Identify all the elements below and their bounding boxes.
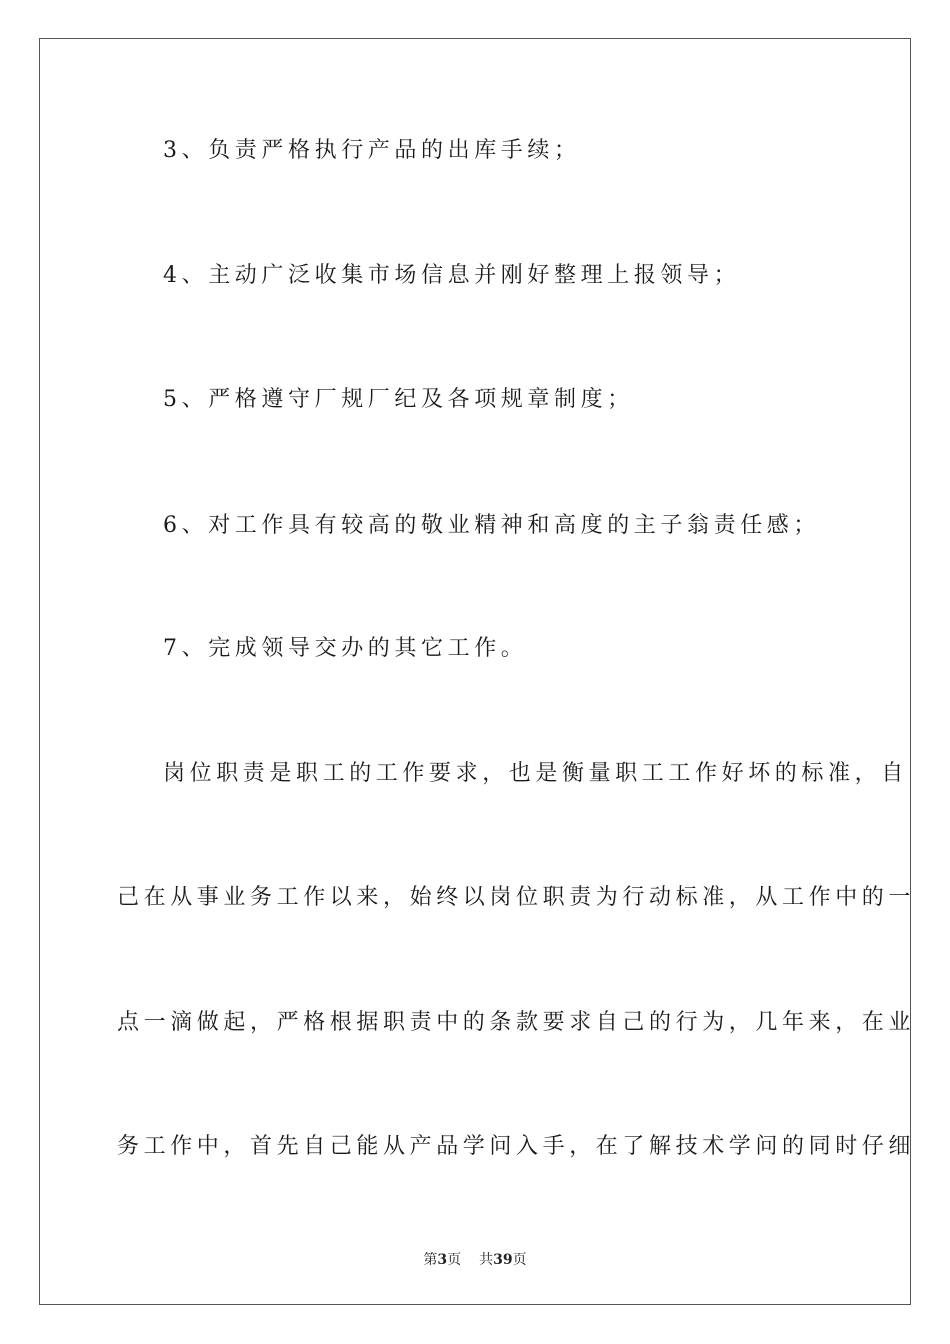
list-item-5: 5、严格遵守厂规厂纪及各项规章制度； [163,387,634,412]
list-item-3: 3、负责严格执行产品的出库手续； [163,138,581,163]
list-item-4: 4、主动广泛收集市场信息并刚好整理上报领导； [163,263,741,288]
page-border [39,38,911,1305]
list-item-7: 7、完成领导交办的其它工作。 [163,636,528,661]
paragraph-line-4: 务工作中，首先自己能从产品学问入手，在了解技术学问的同时仔细 [117,1134,916,1159]
footer-total-prefix: 共 [479,1252,494,1268]
footer-total-suffix: 页 [512,1252,527,1268]
footer-page-current: 3 [437,1252,448,1268]
paragraph-line-3: 点一滴做起，严格根据职责中的条款要求自己的行为，几年来，在业 [117,1010,916,1035]
paragraph-line-2: 己在从事业务工作以来，始终以岗位职责为行动标准，从工作中的一 [117,885,916,910]
footer-page-prefix: 第 [423,1252,438,1268]
footer-page-total: 39 [493,1252,513,1268]
page-footer [0,1249,950,1269]
paragraph-line-1: 岗位职责是职工的工作要求，也是衡量职工工作好坏的标准，自 [163,761,908,786]
list-item-6: 6、对工作具有较高的敬业精神和高度的主子翁责任感； [163,513,820,538]
footer-page-suffix: 页 [447,1252,462,1268]
